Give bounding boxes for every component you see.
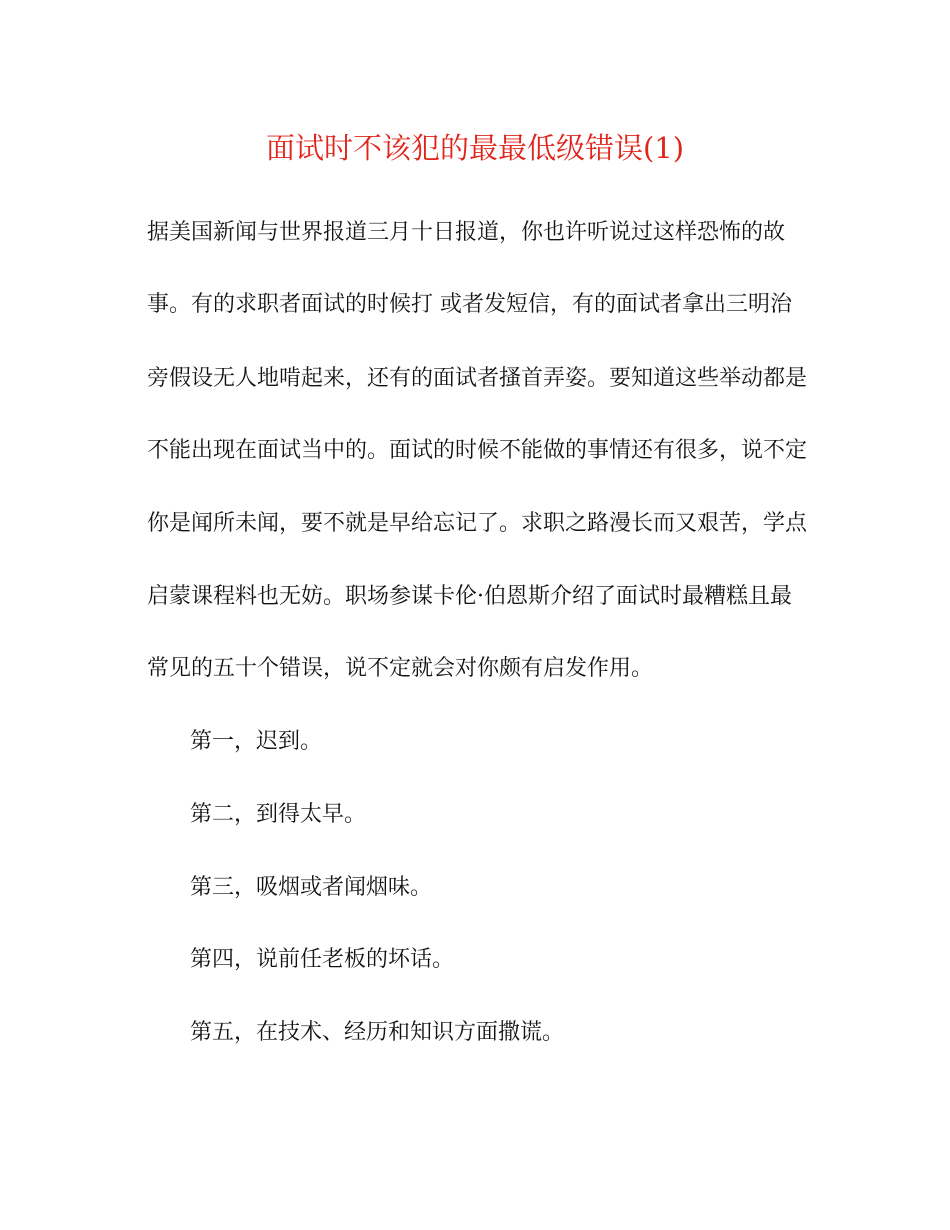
paragraph-line: 旁假设无人地啃起来，还有的面试者搔首弄姿。要知道这些举动都是 — [147, 366, 808, 391]
list-item: 第三，吸烟或者闻烟味。 — [190, 875, 433, 900]
document-title: 面试时不该犯的最最低级错误(1) — [265, 131, 685, 165]
paragraph-line: 据美国新闻与世界报道三月十日报道，你也许听说过这样恐怖的故 — [147, 220, 786, 245]
paragraph-line: 启蒙课程料也无妨。职场参谋卡伦·伯恩斯介绍了面试时最糟糕且最 — [147, 584, 792, 609]
list-item: 第四，说前任老板的坏话。 — [190, 947, 455, 972]
list-item: 第二，到得太早。 — [190, 802, 367, 827]
paragraph-line: 你是闻所未闻，要不就是早给忘记了。求职之路漫长而又艰苦，学点 — [147, 511, 808, 536]
list-item: 第五，在技术、经历和知识方面撒谎。 — [190, 1020, 565, 1045]
paragraph-line: 不能出现在面试当中的。面试的时候不能做的事情还有很多，说不定 — [147, 438, 808, 463]
paragraph-line: 事。有的求职者面试的时候打 或者发短信，有的面试者拿出三明治 — [147, 292, 792, 317]
list-item: 第一，迟到。 — [190, 729, 323, 754]
paragraph-line: 常见的五十个错误，说不定就会对你颇有启发作用。 — [147, 656, 654, 681]
